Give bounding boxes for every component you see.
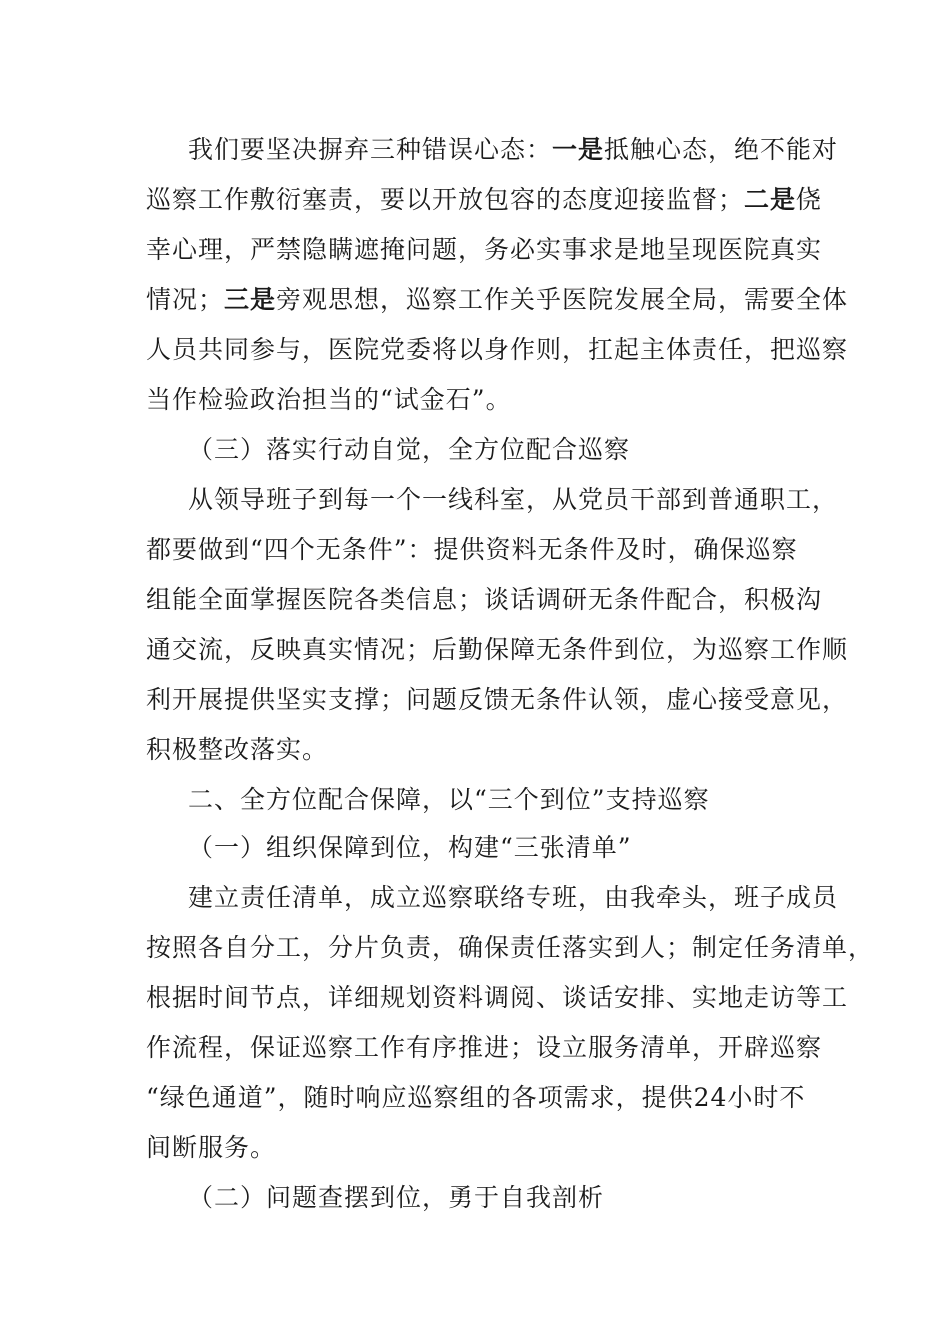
paragraph-line: 按照各自分工，分片负责，确保责任落实到人；制定任务清单， — [146, 933, 875, 962]
paragraph-line: 根据时间节点，详细规划资料调阅、谈话安排、实地走访等工 — [146, 983, 849, 1012]
text: 巡察工作敷衍塞责，要以开放包容的态度迎接监督； — [146, 185, 745, 214]
emphasis-text: 一是 — [552, 135, 605, 164]
paragraph-line: “绿色通道”，随时响应巡察组的各项需求，提供24小时不 — [146, 1083, 806, 1112]
paragraph-line — [188, 133, 838, 167]
text: 情况； — [146, 285, 225, 314]
text: 旁观思想，巡察工作关乎医院发展全局，需要全体 — [276, 285, 849, 314]
paragraph-line: 通交流，反映真实情况；后勤保障无条件到位，为巡察工作顺 — [146, 635, 849, 664]
emphasis-text: 三是 — [224, 285, 277, 314]
paragraph-line: 建立责任清单，成立巡察联络专班，由我牵头，班子成员 — [188, 883, 839, 912]
paragraph-line: 利开展提供坚实支撑；问题反馈无条件认领，虚心接受意见， — [146, 685, 849, 714]
paragraph-line: 组能全面掌握医院各类信息；谈话调研无条件配合，积极沟 — [146, 585, 823, 614]
subsection-heading: （二）问题查摆到位，勇于自我剖析 — [188, 1183, 605, 1212]
subsection-heading: （一）组织保障到位，构建“三张清单” — [188, 833, 632, 862]
paragraph-line: 间断服务。 — [146, 1133, 277, 1162]
paragraph-line: 人员共同参与，医院党委将以身作则，扛起主体责任，把巡察 — [146, 335, 849, 364]
paragraph-line: 都要做到“四个无条件”：提供资料无条件及时，确保巡察 — [146, 535, 798, 564]
paragraph-line: 当作检验政治担当的“试金石”。 — [146, 385, 512, 414]
text: 侥 — [796, 185, 823, 214]
paragraph-line: 作流程，保证巡察工作有序推进；设立服务清单，开辟巡察 — [146, 1033, 823, 1062]
text: 我们要坚决摒弃三种错误心态： — [188, 135, 553, 164]
paragraph-line — [146, 283, 848, 317]
text: 抵触心态，绝不能对 — [604, 135, 839, 164]
paragraph-line: 积极整改落实。 — [146, 735, 329, 764]
paragraph-line: 幸心理，严禁隐瞒遮掩问题，务必实事求是地呈现医院真实 — [146, 235, 823, 264]
paragraph-line — [146, 183, 822, 217]
emphasis-text: 二是 — [744, 185, 797, 214]
section-heading: （三）落实行动自觉，全方位配合巡察 — [188, 435, 631, 464]
paragraph-line: 从领导班子到每一个一线科室，从党员干部到普通职工， — [188, 485, 839, 514]
section-heading: 二、全方位配合保障，以“三个到位”支持巡察 — [188, 785, 710, 814]
